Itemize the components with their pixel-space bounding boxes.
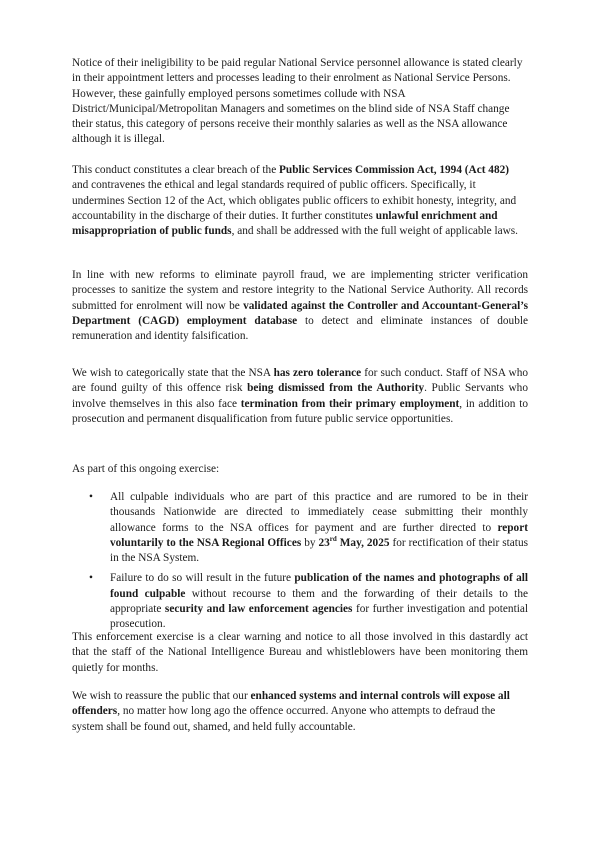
text-run: and contravenes the ethical and legal standards required of public officers. Specifically, it undermines Section 12 of the Act, which obligates public officers to exhibit honesty, integrity, and accountability in the discharge of their duties. It further constitutes — [72, 179, 517, 222]
bold-run: termination from their primary employment — [240, 397, 460, 410]
bold-run: being dismissed from the Authority — [247, 382, 425, 395]
list-item — [72, 490, 528, 566]
text-run: This conduct constitutes a clear breach of the — [72, 164, 280, 176]
text-run: , in addition to prosecution and permanent disqualification from future public service opportunities. — [72, 397, 528, 425]
bullet-icon: • — [89, 572, 93, 585]
paragraph-reforms — [72, 268, 528, 344]
date-day: 23 — [318, 536, 330, 549]
date-suffix: rd — [329, 535, 337, 544]
bold-run — [319, 537, 390, 549]
text-run: In line with new reforms to eliminate payroll fraud, we are implementing stricter verification processes to sanitize the system and restore integrity to the National Service Authority. All records submitted for enrolment will now be — [72, 269, 528, 312]
list-item — [72, 571, 528, 632]
text-run: All culpable individuals who are part of this practice and are rumored to be in their thousands Nationwide are directed to immediately cease submitting their monthly allowance forms to the NSA offices for payment and are further directed to — [110, 491, 528, 534]
paragraph-reassurance — [72, 689, 528, 735]
bold-run: report voluntarily to the NSA Regional Offices — [110, 521, 528, 549]
bold-run: enhanced systems and internal controls will expose all offenders — [72, 690, 510, 718]
date-month-year: May, 2025 — [336, 536, 390, 549]
bold-run: Public Services Commission Act, 1994 (Act 482) — [279, 164, 510, 176]
text-run: without recourse to them and the forwarding of their details to the appropriate — [110, 587, 528, 616]
text-run: for such conduct. Staff of NSA who are found guilty of this offence risk — [72, 367, 528, 395]
paragraph-ongoing-exercise: As part of this ongoing exercise: — [72, 463, 220, 475]
paragraph-warning: This enforcement exercise is a clear warning and notice to all those involved in this dastardly act that the staff of the National Intelligence Bureau and whistleblowers have been monitoring them quietly for months. — [72, 631, 528, 674]
text-run: . Public Servants who involve themselves in this also face — [72, 382, 528, 410]
text-run: , no matter how long ago the offence occurred. Anyone who attempts to defraud the system shall be found out, shamed, and held fully accountable. — [72, 705, 496, 733]
text-run: for further investigation and potential prosecution. — [110, 603, 528, 631]
bold-run: publication of the names and photographs of all found culpable — [110, 572, 529, 600]
text-run: , and shall be addressed with the full weight of applicable laws. — [231, 225, 518, 238]
bullet-icon: • — [89, 491, 93, 503]
bold-run: has zero tolerance — [273, 367, 362, 379]
bold-run: security and law enforcement agencies — [164, 603, 353, 616]
text-run: We wish to reassure the public that our — [72, 690, 251, 702]
paragraph-ineligibility: Notice of their ineligibility to be paid regular National Service personnel allowance is stated clearly in their appointment letters and processes leading to their enrolment as National Service Persons. However, these gainfully employed persons sometimes collude with NSA District/Municipal/Metropolitan Managers and sometimes on the blind side of NSA Staff change their status, this category of persons receive their monthly salaries as well as the NSA allowance although it is illegal. — [72, 57, 523, 146]
text-run: to detect and eliminate instances of double remuneration and identity falsification. — [72, 314, 529, 343]
text-run: We wish to categorically state that the NSA — [72, 367, 274, 379]
text-run: by — [301, 536, 319, 549]
text-run: Failure to do so will result in the future — [110, 572, 295, 585]
bold-run: validated against the Controller and Accountant-General’s Department (CAGD) employment database — [72, 299, 528, 327]
bold-run: unlawful enrichment and misappropriation of public funds — [72, 209, 498, 238]
paragraph-breach — [72, 163, 528, 239]
text-run: for rectification of their status in the NSA System. — [110, 536, 528, 565]
paragraph-zero-tolerance — [72, 366, 528, 427]
bullet-list — [72, 490, 528, 638]
